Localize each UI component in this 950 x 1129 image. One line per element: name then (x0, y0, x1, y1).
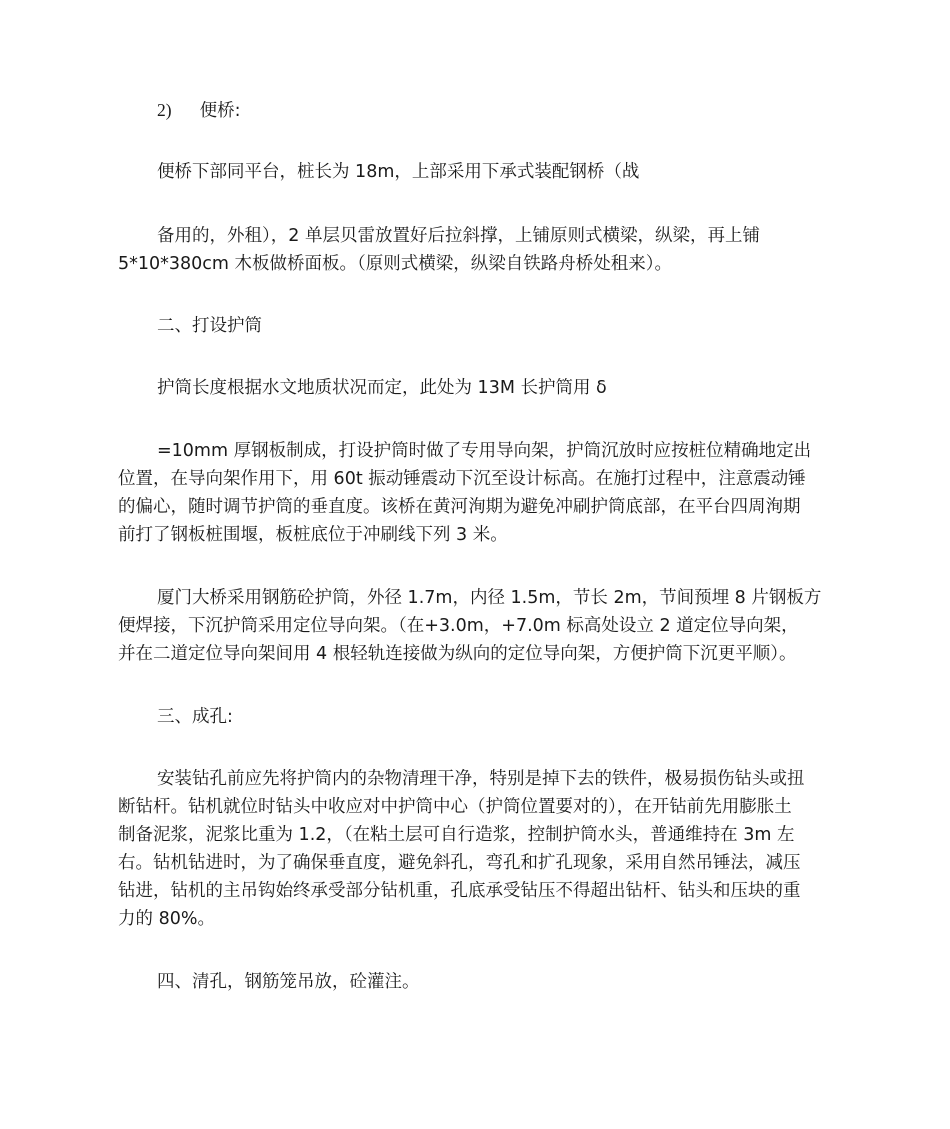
paragraph-line: 位置，在导向架作用下，用 60t 振动锤震动下沉至设计标高。在施打过程中，注意震动锤 (118, 469, 806, 489)
paragraph-line: 护筒长度根据水文地质状况而定，此处为 13M 长护筒用 δ (157, 378, 607, 398)
paragraph-line: 厦门大桥采用钢筋砼护筒，外径 1.7m，内径 1.5m，节长 2m，节间预埋 8 片钢板方 (157, 588, 822, 608)
paragraph-line: 右。钻机钻进时，为了确保垂直度，避免斜孔，弯孔和扩孔现象，采用自然吊锤法，减压 (118, 853, 801, 873)
paragraph-line: 断钻杆。钻机就位时钻头中收应对中护筒中心（护筒位置要对的），在开钻前先用膨胀土 (118, 797, 792, 817)
section-heading-casing: 二、打设护筒 (157, 316, 262, 336)
paragraph-line: 5*10*380cm 木板做桥面板。（原则式横梁，纵梁自铁路舟桥处租来）。 (118, 254, 673, 274)
paragraph-line: 前打了钢板桩围堰，板桩底位于冲刷线下列 3 米。 (118, 525, 508, 545)
paragraph-line: 的偏心，随时调节护筒的垂直度。该桥在黄河洵期为避免冲刷护筒底部，在平台四周洵期 (118, 497, 801, 517)
paragraph-line: 便桥下部同平台，桩长为 18m，上部采用下承式装配钢桥（战 (157, 162, 640, 182)
paragraph-line: =10mm 厚钢板制成，打设护筒时做了专用导向架，护筒沉放时应按桩位精确地定出 (157, 441, 812, 461)
paragraph-line: 备用的，外租），2 单层贝雷放置好后拉斜撑，上铺原则式横梁，纵梁，再上铺 (157, 226, 760, 246)
paragraph-line: 制备泥浆，泥浆比重为 1.2，（在粘土层可自行造浆，控制护筒水头，普通维持在 3m 左 (118, 825, 795, 845)
heading-number: 2) (157, 100, 172, 120)
paragraph-line: 并在二道定位导向架间用 4 根轻轨连接做为纵向的定位导向架，方便护筒下沉更平顺）。 (118, 644, 797, 664)
section-heading-bridge (157, 96, 877, 125)
paragraph-line: 力的 80%。 (118, 909, 215, 929)
section-heading-hole: 三、成孔: (157, 707, 233, 727)
heading-title: 便桥: (199, 101, 241, 121)
paragraph-line: 便焊接，下沉护筒采用定位导向架。（在+3.0m，+7.0m 标高处设立 2 道定位导向架， (118, 616, 799, 636)
section-heading-clean: 四、清孔，钢筋笼吊放，砼灌注。 (157, 972, 420, 992)
paragraph-line: 安装钻孔前应先将护筒内的杂物清理干净，特别是掉下去的铁件，极易损伤钻头或扭 (157, 769, 805, 789)
paragraph-line: 钻进，钻机的主吊钩始终承受部分钻机重，孔底承受钻压不得超出钻杆、钻头和压块的重 (118, 881, 801, 901)
